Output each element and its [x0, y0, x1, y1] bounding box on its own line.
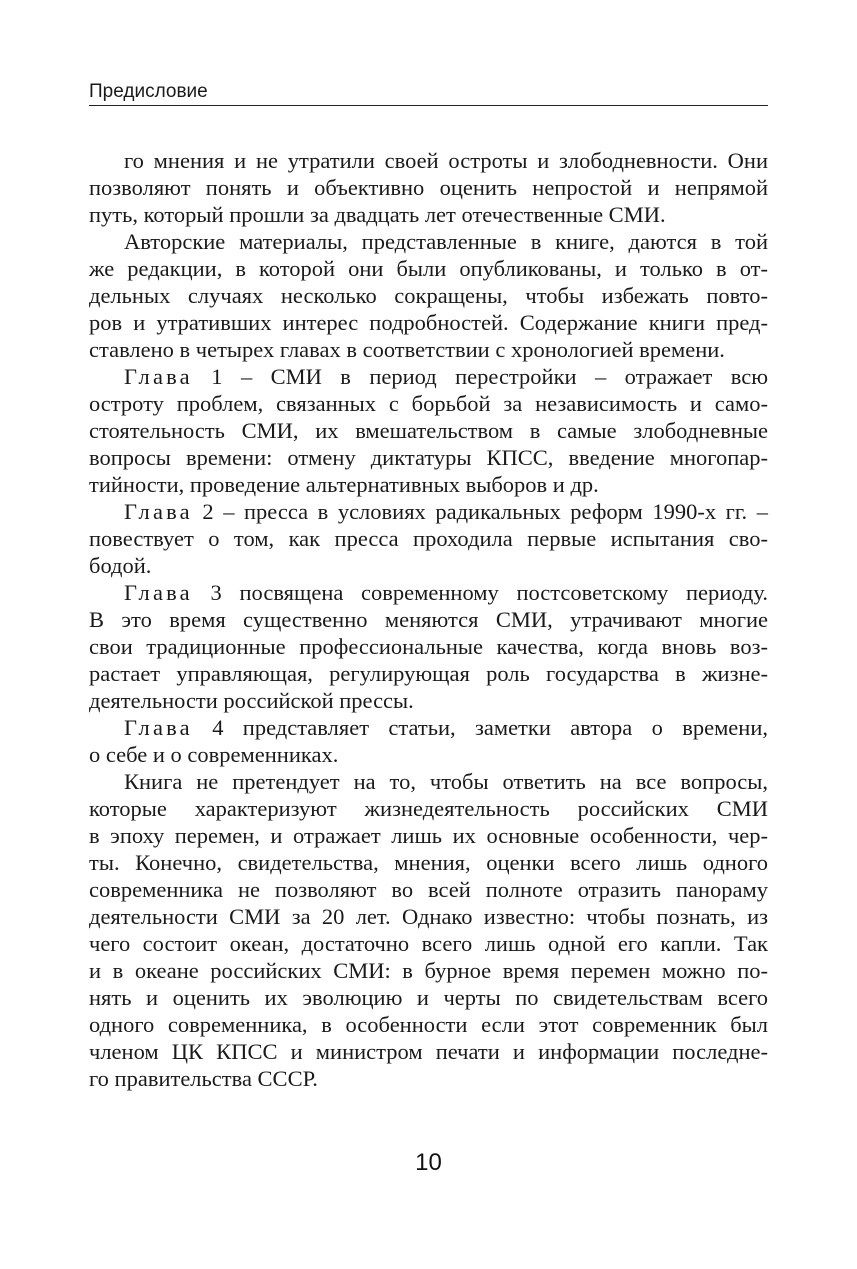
text-line — [89, 1065, 768, 1092]
text-line-content: растает управляющая, регулирующая роль государства в жизне- — [89, 661, 768, 686]
text-line — [89, 174, 768, 201]
text-line-content: 4 представляет статьи, заметки автора о времени, — [192, 715, 768, 740]
text-line — [89, 552, 768, 579]
text-line — [89, 822, 768, 849]
text-line — [89, 606, 768, 633]
text-line-content: 3 посвящена современному постсоветскому периоду. — [192, 580, 768, 605]
text-line-content: го мнения и не утратили своей остроты и злободневности. Они — [124, 148, 768, 173]
text-line-content: свои традиционные профессиональные качества, когда вновь воз- — [89, 634, 768, 659]
chapter-lead-word: Глава — [124, 499, 193, 524]
text-line-content: и в океане российских СМИ: в бурное время перемен можно по- — [89, 958, 768, 983]
text-line — [89, 228, 768, 255]
text-line — [89, 471, 768, 498]
text-line-content: нять и оценить их эволюцию и черты по свидетельствам всего — [89, 985, 768, 1010]
text-line-content: в эпоху перемен, и отражает лишь их основные особенности, чер- — [89, 823, 768, 848]
paragraph — [89, 714, 768, 768]
text-line-content: ты. Конечно, свидетельства, мнения, оценки всего лишь одного — [89, 850, 768, 875]
text-line — [89, 255, 768, 282]
text-line — [89, 417, 768, 444]
text-line-content: современника не позволяют во всей полноте отразить панораму — [89, 877, 768, 902]
text-line-content: путь, который прошли за двадцать лет отечественные СМИ. — [89, 202, 666, 227]
text-line — [89, 444, 768, 471]
text-line-content: тийности, проведение альтернативных выборов и др. — [89, 472, 599, 497]
text-line — [89, 930, 768, 957]
text-line — [89, 984, 768, 1011]
page-number: 10 — [415, 1149, 442, 1176]
text-line-content: дельных случаях несколько сокращены, чтобы избежать повто- — [89, 283, 768, 308]
text-line — [89, 876, 768, 903]
text-line-content: стоятельность СМИ, их вмешательством в самые злободневные — [89, 418, 768, 443]
text-line — [89, 741, 768, 768]
text-line-content: деятельности российской прессы. — [89, 688, 414, 713]
paragraph — [89, 363, 768, 498]
text-line — [89, 147, 768, 174]
body-text — [89, 147, 768, 1092]
text-line — [89, 903, 768, 930]
text-line-content: бодой. — [89, 553, 152, 578]
text-line-content: же редакции, в которой они были опубликованы, и только в от- — [89, 256, 768, 281]
text-line — [89, 849, 768, 876]
text-line-content: вопросы времени: отмену диктатуры КПСС, введение многопар- — [89, 445, 768, 470]
text-line-content: повествует о том, как пресса проходила первые испытания сво- — [89, 526, 768, 551]
text-line-content: го правительства СССР. — [89, 1066, 318, 1091]
text-line-content: чего состоит океан, достаточно всего лишь одной его капли. Так — [89, 931, 768, 956]
paragraph — [89, 579, 768, 714]
running-title: Предисловие — [89, 81, 208, 102]
chapter-lead-word: Глава — [124, 364, 193, 389]
text-line-content: членом ЦК КПСС и министром печати и информации последне- — [89, 1039, 768, 1064]
text-line — [89, 687, 768, 714]
text-line-content: деятельности СМИ за 20 лет. Однако известно: чтобы познать, из — [89, 904, 768, 929]
text-line — [89, 525, 768, 552]
text-line — [89, 390, 768, 417]
text-line-content: Авторские материалы, представленные в книге, даются в той — [124, 229, 768, 254]
text-line — [89, 336, 768, 363]
paragraph — [89, 498, 768, 579]
text-line — [89, 579, 768, 606]
text-line — [89, 714, 768, 741]
text-line-content: позволяют понять и объективно оценить непростой и непрямой — [89, 175, 768, 200]
text-line — [89, 633, 768, 660]
text-line — [89, 795, 768, 822]
paragraph — [89, 228, 768, 363]
text-line-content: одного современника, в особенности если этот современник был — [89, 1012, 768, 1037]
text-line — [89, 957, 768, 984]
chapter-lead-word: Глава — [124, 715, 193, 740]
text-line-content: ставлено в четырех главах в соответствии с хронологией времени. — [89, 337, 725, 362]
text-line-content: Книга не претендует на то, чтобы ответить на все вопросы, — [124, 769, 768, 794]
text-line — [89, 309, 768, 336]
text-line — [89, 498, 768, 525]
running-head — [89, 78, 768, 106]
text-line — [89, 363, 768, 390]
text-line-content: 1 – СМИ в период перестройки – отражает всю — [192, 364, 768, 389]
text-line — [89, 1011, 768, 1038]
text-line-content: 2 – пресса в условиях радикальных реформ 1990-х гг. – — [192, 499, 768, 524]
text-line-content: которые характеризуют жизнедеятельность российских СМИ — [89, 796, 768, 821]
text-line — [89, 201, 768, 228]
text-line-content: остроту проблем, связанных с борьбой за независимость и само- — [89, 391, 768, 416]
chapter-lead-word: Глава — [124, 580, 193, 605]
text-line — [89, 1038, 768, 1065]
text-line-content: В это время существенно меняются СМИ, утрачивают многие — [89, 607, 768, 632]
text-line — [89, 660, 768, 687]
text-line — [89, 768, 768, 795]
paragraph — [89, 768, 768, 1092]
paragraph — [89, 147, 768, 228]
text-line-content: ров и утративших интерес подробностей. Содержание книги пред- — [89, 310, 768, 335]
text-line-content: о себе и о современниках. — [89, 742, 339, 767]
text-line — [89, 282, 768, 309]
